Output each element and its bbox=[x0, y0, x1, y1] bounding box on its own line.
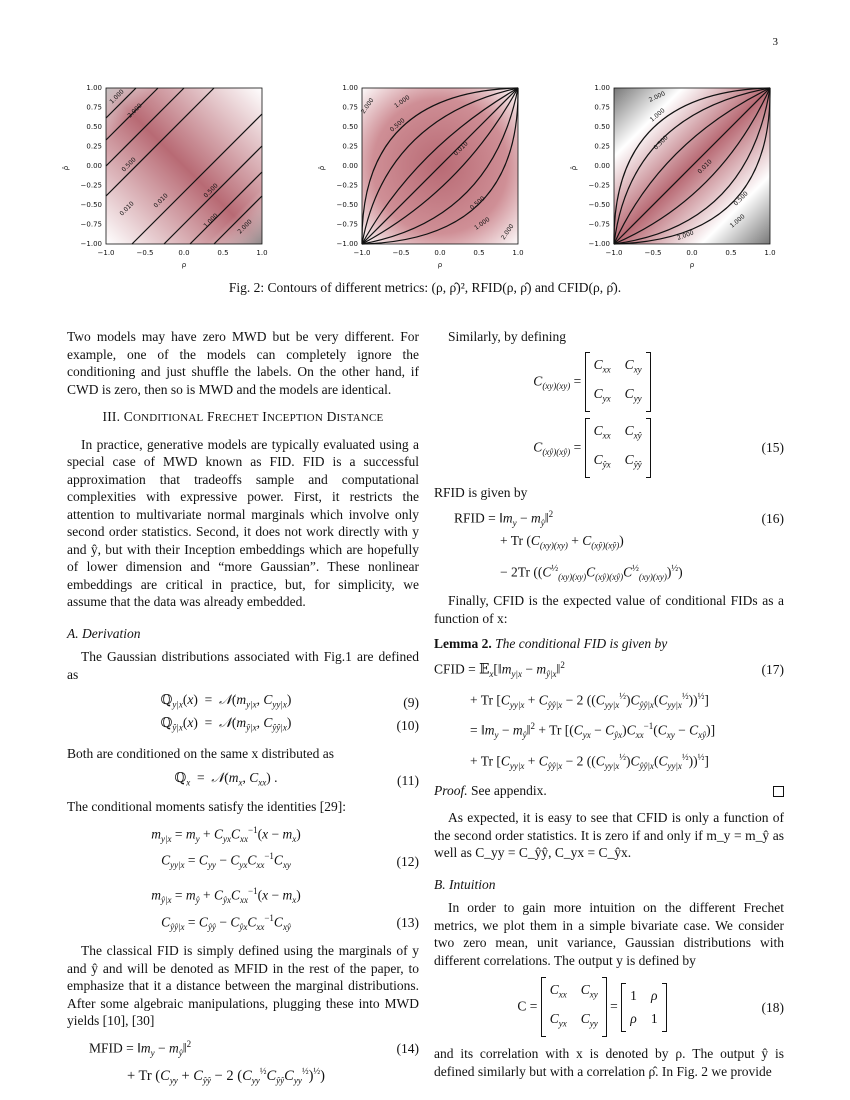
contour-label: 0.500 bbox=[120, 156, 138, 174]
contour-label: 0.500 bbox=[468, 195, 487, 212]
svg-text:−1.0: −1.0 bbox=[605, 249, 623, 257]
svg-text:−0.50: −0.50 bbox=[588, 201, 610, 209]
contour-label: 1.000 bbox=[648, 107, 667, 124]
paragraph: The classical FID is simply defined using the marginals of y and ŷ and will be denoted as MFID in the rest of the paper, to emphasize that it a distance between the marginal distributions. After some algebraic manipulations, plugging these into MWD yields [10], [30] bbox=[67, 943, 419, 1029]
svg-text:0.5: 0.5 bbox=[725, 249, 737, 257]
svg-text:0.50: 0.50 bbox=[594, 123, 610, 131]
svg-text:1.00: 1.00 bbox=[86, 84, 102, 92]
contour-label: 1.000 bbox=[202, 212, 220, 230]
svg-text:0.00: 0.00 bbox=[86, 162, 102, 170]
contour-label: 2.000 bbox=[359, 97, 376, 116]
proof: Proof. See appendix. bbox=[434, 782, 784, 800]
svg-text:0.75: 0.75 bbox=[594, 103, 610, 112]
svg-text:0.00: 0.00 bbox=[594, 162, 610, 170]
svg-text:−1.00: −1.00 bbox=[80, 240, 102, 248]
contour-label: 1.000 bbox=[108, 88, 126, 106]
svg-text:−0.75: −0.75 bbox=[80, 220, 102, 229]
subsection-heading: B. Intuition bbox=[434, 876, 496, 892]
x-axis-label: ρ bbox=[437, 261, 443, 269]
contour-label: 0.010 bbox=[696, 158, 714, 176]
equation-block: $m_{y|x} = m_y + C_{yx}C_{xx}^{-1}(x - m_x)$ $C_{yy|x} = C_{yy} - C_{yx}C_{xx}^{-1}C_{xy}$ (12) $m_{ŷ|x} = m_ŷ + C_{ŷx}C_{xx}^{-1}(x - m_x)$ $C_{ŷŷ|x} = C_{ŷŷ} - C_{ŷx}C_{xx}^{-1}C_{xŷ}$ (13) bbox=[151, 824, 419, 932]
svg-text:0.00: 0.00 bbox=[342, 162, 358, 170]
contour-label: 1.000 bbox=[728, 213, 747, 230]
equation-block: ℚ$_x$ = $𝒩(m_x$, $C_{xx}$) . (11) bbox=[174, 769, 419, 788]
svg-text:−0.50: −0.50 bbox=[336, 201, 358, 209]
y-ticks-1 bbox=[81, 84, 102, 248]
svg-text:0.50: 0.50 bbox=[86, 123, 102, 131]
contour-label: 0.500 bbox=[732, 190, 750, 208]
contour-plot-3 bbox=[614, 88, 770, 244]
paragraph: As expected, it is easy to see that CFID is only a function of the second order statistics. It is zero if and only if m_y = m_ŷ as well as C_yy = C_ŷŷ, C_yx = C_ŷx. bbox=[434, 810, 784, 861]
paragraph: The Gaussian distributions associated with Fig.1 are defined as bbox=[67, 649, 419, 682]
svg-text:−1.00: −1.00 bbox=[588, 240, 610, 248]
contour-label: 0.010 bbox=[452, 140, 470, 158]
paragraph: Both are conditioned on the same x distributed as bbox=[67, 746, 334, 762]
qed-box bbox=[773, 786, 784, 797]
x-ticks-1 bbox=[98, 249, 268, 257]
svg-text:−0.5: −0.5 bbox=[392, 249, 410, 257]
svg-text:−1.00: −1.00 bbox=[336, 240, 358, 248]
svg-text:0.75: 0.75 bbox=[86, 103, 102, 112]
contour-label: 0.500 bbox=[388, 117, 407, 134]
right-column bbox=[434, 328, 784, 1080]
contour-label: 2.000 bbox=[126, 102, 144, 120]
paragraph: The conditional moments satisfy the identities [29]: bbox=[67, 799, 346, 815]
contour-label: 2.000 bbox=[499, 223, 516, 242]
svg-text:0.5: 0.5 bbox=[473, 249, 485, 257]
svg-text:−0.50: −0.50 bbox=[80, 201, 102, 209]
x-ticks-3 bbox=[606, 249, 776, 257]
contour-label: 0.010 bbox=[118, 200, 136, 218]
figure-caption: Fig. 2: Contours of different metrics: (ρ, ρ̂)², RFID(ρ, ρ̂) and CFID(ρ, ρ̂). bbox=[228, 280, 622, 295]
svg-text:−0.75: −0.75 bbox=[588, 220, 610, 229]
svg-text:1.00: 1.00 bbox=[342, 84, 358, 92]
svg-text:1.0: 1.0 bbox=[512, 249, 524, 257]
x-axis-label: ρ bbox=[689, 261, 695, 269]
svg-text:0.5: 0.5 bbox=[217, 249, 229, 257]
paragraph: Finally, CFID is the expected value of conditional FIDs as a function of x: bbox=[434, 593, 784, 626]
svg-text:0.25: 0.25 bbox=[86, 142, 102, 151]
left-column bbox=[67, 328, 419, 1096]
contour-label: 0.500 bbox=[652, 134, 670, 152]
contour-plot-1 bbox=[106, 88, 262, 244]
y-axis-label: ρ̂ bbox=[570, 165, 578, 171]
svg-text:−1.0: −1.0 bbox=[353, 249, 371, 257]
svg-text:0.75: 0.75 bbox=[342, 103, 358, 112]
svg-text:−0.25: −0.25 bbox=[588, 181, 610, 190]
svg-text:0.25: 0.25 bbox=[594, 142, 610, 151]
figure-contours bbox=[60, 78, 800, 278]
svg-text:1.0: 1.0 bbox=[256, 249, 268, 257]
y-ticks-2 bbox=[337, 84, 358, 248]
svg-text:−0.25: −0.25 bbox=[336, 181, 358, 190]
svg-text:−0.75: −0.75 bbox=[336, 220, 358, 229]
svg-text:0.25: 0.25 bbox=[342, 142, 358, 151]
paragraph: Two models may have zero MWD but be very different. For example, one of the models can completely ignore the conditioning and just shuffle the labels. On the other hand, if CWD is zero, then so is MWD and the models are identical. bbox=[67, 329, 419, 397]
equation-block: C = $C_{xx}$ $C_{xy}$ $C_{yx}$ $C_{yy}$ = 1 ρ ρ 1 (18) bbox=[434, 977, 784, 1037]
paragraph: RFID is given by bbox=[434, 485, 528, 501]
x-axis-label: ρ bbox=[181, 261, 187, 269]
equation-block: MFID = $‖m_y$ − $m_ŷ‖^2$ (14) + Tr ($C_{yy} + C_{ŷŷ} - 2$ $(C_{yy}^{\frac{1}{2}}C_{ŷŷ}C_{yy}^{\frac{1}{2}})^{\frac{1}{2}}$) bbox=[89, 1038, 419, 1086]
paragraph: Similarly, by defining bbox=[448, 329, 566, 344]
svg-text:0.0: 0.0 bbox=[686, 249, 698, 257]
contour-label: 0.010 bbox=[152, 192, 170, 210]
contour-label: 2.000 bbox=[647, 90, 667, 104]
contour-label: 2.000 bbox=[676, 229, 695, 242]
subsection-heading: A. Derivation bbox=[67, 625, 141, 641]
equation-block: CFID = $𝔼_x[‖m_{y|x}$ − $m_{ŷ|x}‖^2$ (17) + Tr [$C_{yy|x} + C_{ŷŷ|x} - 2$ $((C_{yy|x}^{\frac{1}{2}})C_{ŷŷ|x}(C_{yy|x}^{\frac{1}{2}}))^{\frac{1}{2}}$] = $‖m_y$ − $m_ŷ‖^2 + Tr$ $[(C_{yx} - C_{ŷx})C_{xx}^{-1}(C_{xy} - C_{xŷ})]$ + Tr [$C_{yy|x} + C_{ŷŷ|x} - 2$ $((C_{yy|x}^{\frac{1}{2}})C_{ŷŷ|x}(C_{yy|x}^{\frac{1}{2}}))^{\frac{1}{2}}$] bbox=[434, 659, 784, 772]
contour-plot-2 bbox=[360, 88, 518, 244]
svg-text:0.0: 0.0 bbox=[434, 249, 446, 257]
contour-label: 1.000 bbox=[393, 94, 412, 110]
svg-text:1.0: 1.0 bbox=[764, 249, 776, 257]
paragraph: and its correlation with x is denoted by ρ. The output ŷ is defined similarly but with a correlation ρ̂. In Fig. 2 we provide bbox=[434, 1046, 784, 1079]
contour-label: 1.000 bbox=[473, 216, 492, 232]
equation-block: RFID = $‖m_y$ − $m_ŷ‖^2$ (16) + Tr $(C_{(xy)(xy)} + C_{(xŷ)(xŷ)})$ − 2Tr $((C^{\frac{1}{2}}_{(xy)(xy)}C_{(xŷ)(xŷ)}C^{\frac{1}{2}}_{(xy)(xy)})^{\frac{1}{2}})$ bbox=[454, 508, 784, 582]
paragraph: In order to gain more intuition on the different Frechet metrics, we plot them in a simple bivariate case. We consider two zero mean, unit variance, Gaussian distributions with different correlations. The output y is defined by bbox=[434, 900, 784, 968]
svg-text:0.50: 0.50 bbox=[342, 123, 358, 131]
y-ticks-3 bbox=[589, 84, 610, 248]
equation-block: $C_{(xy)(xy)}$ = $C_{xx}$ $C_{xy}$ $C_{yx}$ $C_{yy}$ $C_{(xŷ)(xŷ)}$ = $C_{xx}$ $C_{xŷ}$ $C_{ŷx}$ $C_{ŷŷ}$ (15) bbox=[434, 352, 784, 479]
y-axis-label: ρ̂ bbox=[62, 165, 70, 171]
paragraph: In practice, generative models are typically evaluated using a special case of MWD known as FID. FID is a successful approximation that tradeoffs sample and computational complexities with expressive power. First, it restricts the attention to multivariate normal marginals which involve only second order statistics. Second, it does not work directly with y and ŷ, but with their Inception embeddings which are hopefully of lower dimension and “more Gaussian”. These nonlinear embeddings are critical in practice, but, for simplicity, we assume that the data was already embedded. bbox=[67, 436, 419, 609]
svg-text:−1.0: −1.0 bbox=[97, 249, 115, 257]
equation-block: ℚ$_{y|x}$(x) = $𝒩(m_{y|x}$, $C_{yy|x}$) (9) ℚ$_{ŷ|x}$(x) = $𝒩(m_{ŷ|x}$, $C_{ŷŷ|x}$) (10) bbox=[160, 692, 419, 734]
svg-text:−0.25: −0.25 bbox=[80, 181, 102, 190]
svg-text:0.0: 0.0 bbox=[178, 249, 190, 257]
section-heading: III. CONDITIONAL FRECHET INCEPTION DISTANCE bbox=[102, 409, 384, 424]
svg-text:−0.5: −0.5 bbox=[644, 249, 662, 257]
lemma: Lemma 2. The conditional FID is given by bbox=[434, 636, 668, 652]
contour-label: 2.000 bbox=[236, 218, 254, 236]
x-ticks-2 bbox=[354, 249, 524, 257]
svg-text:−0.5: −0.5 bbox=[136, 249, 154, 257]
svg-text:1.00: 1.00 bbox=[594, 84, 610, 92]
y-axis-label: ρ̂ bbox=[318, 165, 326, 171]
page-number: 3 bbox=[772, 36, 778, 48]
contour-label: 0.500 bbox=[202, 182, 220, 200]
